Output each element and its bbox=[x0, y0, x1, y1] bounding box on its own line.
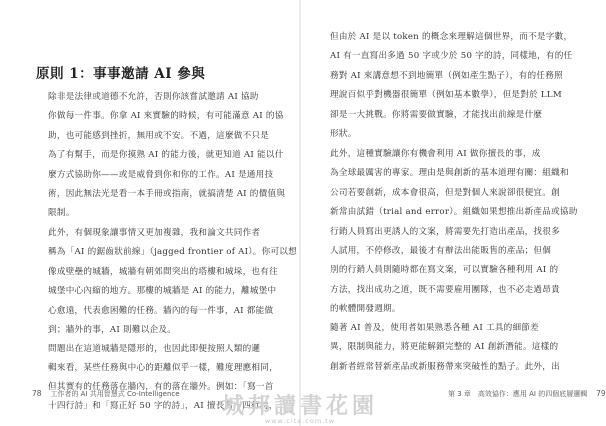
text-line: 限制。 bbox=[48, 208, 75, 219]
left-paragraph-3 bbox=[48, 340, 278, 379]
text-line: 輯來看，某些任務與中心的距離似乎一樣，難度理應相同， bbox=[48, 363, 278, 374]
right-paragraph-3 bbox=[330, 319, 558, 377]
text-line: 但其實有的任務落在牆內，有的落在牆外。例如：「寫一首 bbox=[48, 382, 274, 392]
text-line: 為了有幫手，而是你摸熟 AI 的能力後，就更知道 AI 能以什 bbox=[48, 150, 284, 161]
text-line: 助，也可能感到挫折，無用或不安。不過，這麼做不只是 bbox=[48, 130, 270, 141]
text-line: 稱為「AI 的鋸齒狀前線」（jagged frontier of AI）。你可以想 bbox=[48, 247, 297, 258]
text-line: 像成壁壘的城牆，城牆有朝郊間突出的塔樓和城垛，也有往 bbox=[48, 266, 278, 277]
text-line: 心愈遠，代表愈困難的任務。牆內的每一件事，AI 都能做 bbox=[48, 305, 274, 316]
right-paragraph-2 bbox=[330, 145, 578, 320]
text-line: 術，因此無法光是看一本手冊或指南，就搞清楚 AI 的價值與 bbox=[48, 189, 286, 200]
text-line: 但由於 AI 是以 token 的概念來理解這個世界，而不是字數， bbox=[330, 32, 573, 42]
running-head-right: 第 3 章 高效協作：應用 AI 的四個底層邏輯 bbox=[448, 390, 588, 398]
text-line: 問題出在這道城牆是隱形的，也因此即便按照人類的邏 bbox=[48, 344, 261, 354]
text-line: 麼方式協助你——或是威脅到你和你的工作。AI 是通用技 bbox=[48, 169, 274, 180]
page-number-left: 78 bbox=[32, 389, 42, 398]
watermark bbox=[0, 396, 600, 425]
left-paragraph-1 bbox=[48, 88, 286, 224]
text-line: 務對 AI 來講意想不到地簡單（例如產生點子），有的任務照 bbox=[330, 70, 563, 81]
text-line: AI 有一直寫出多過 50 字或少於 50 字的詩，同樣地，有的任 bbox=[330, 51, 573, 62]
right-page bbox=[300, 0, 606, 426]
left-paragraph-2 bbox=[48, 224, 297, 340]
watermark-url: www.cite.com.tw bbox=[264, 417, 336, 425]
text-line: 到；牆外的事，AI 則難以企及。 bbox=[48, 325, 177, 336]
text-line: 的軟體開發週期。 bbox=[330, 304, 401, 315]
text-line: 方法，找出成功之道，既不需要雇用團隊，也不必走過昂貴 bbox=[330, 284, 560, 295]
text-line: 十四行詩」和「寫正好 50 字的詩」，AI 擅長寫十四行詩， bbox=[48, 401, 278, 412]
text-line: 人試用，不停修改，最後才有辦法出能販售的產品；但個 bbox=[330, 246, 552, 257]
text-line: 創新者經常替新產品或新服務帶來突破性的點子。此外，出 bbox=[330, 361, 560, 372]
text-line: 卻是一大挑戰。你將需要做實驗，才能找出前線是什麼 bbox=[330, 109, 543, 120]
section-heading: 原則 1：事事邀請 AI 參與 bbox=[36, 66, 206, 82]
text-line: 此外，這種實驗讓你有機會利用 AI 做你擅長的事，成 bbox=[330, 149, 541, 159]
text-line: 形狀。 bbox=[330, 129, 357, 140]
watermark-logo-text: 城邦讀書花園 bbox=[221, 394, 378, 419]
text-line: 為全球最厲害的專家。理由是與創新的基本道理有關：組織和 bbox=[330, 168, 569, 179]
page-number-right: 79 bbox=[596, 389, 606, 398]
text-line: 城堡中心內縮的地方。那樓的城牆是 AI 的能力，離城堡中 bbox=[48, 286, 277, 297]
text-line: 行銷人員寫出更誘人的文案，將需要先打造出產品，找很多 bbox=[330, 226, 560, 237]
left-page bbox=[0, 0, 300, 426]
text-line: 此外，有個現象讓事情又更加複雜，我和論文共同作者 bbox=[48, 228, 261, 238]
text-line: 別的行銷人員則隨時都在寫文案，可以實驗各種利用 AI 的 bbox=[330, 265, 559, 276]
text-line: 隨著 AI 普及，使用者如果熟悉各種 AI 工具的細節差 bbox=[330, 323, 540, 333]
running-head-left: 工作者的 AI 共用智慧式 Co-Intelligence bbox=[50, 390, 180, 398]
text-line: 理說百似乎對機器很簡單（例如基本數學），但是對於 LLM bbox=[330, 90, 562, 101]
right-paragraph-1 bbox=[330, 28, 573, 144]
text-line: 除非是法律或道德不允許，否則你該嘗試邀請 AI 協助 bbox=[48, 92, 259, 102]
text-line: 新常由試錯（trial and error）。組織如果想推出新產品或協助 bbox=[330, 207, 578, 218]
text-line: 公司若要創新，成本會很高，但是對個人來說卻很便宜。創 bbox=[330, 187, 560, 198]
text-line: 異，限制與能力，將更能解鎖完整的 AI 創新潛能。這樣的 bbox=[330, 342, 559, 353]
text-line: 你做每一件事。你拿 AI 來實驗的時候，有可能滿意 AI 的協 bbox=[48, 111, 284, 122]
